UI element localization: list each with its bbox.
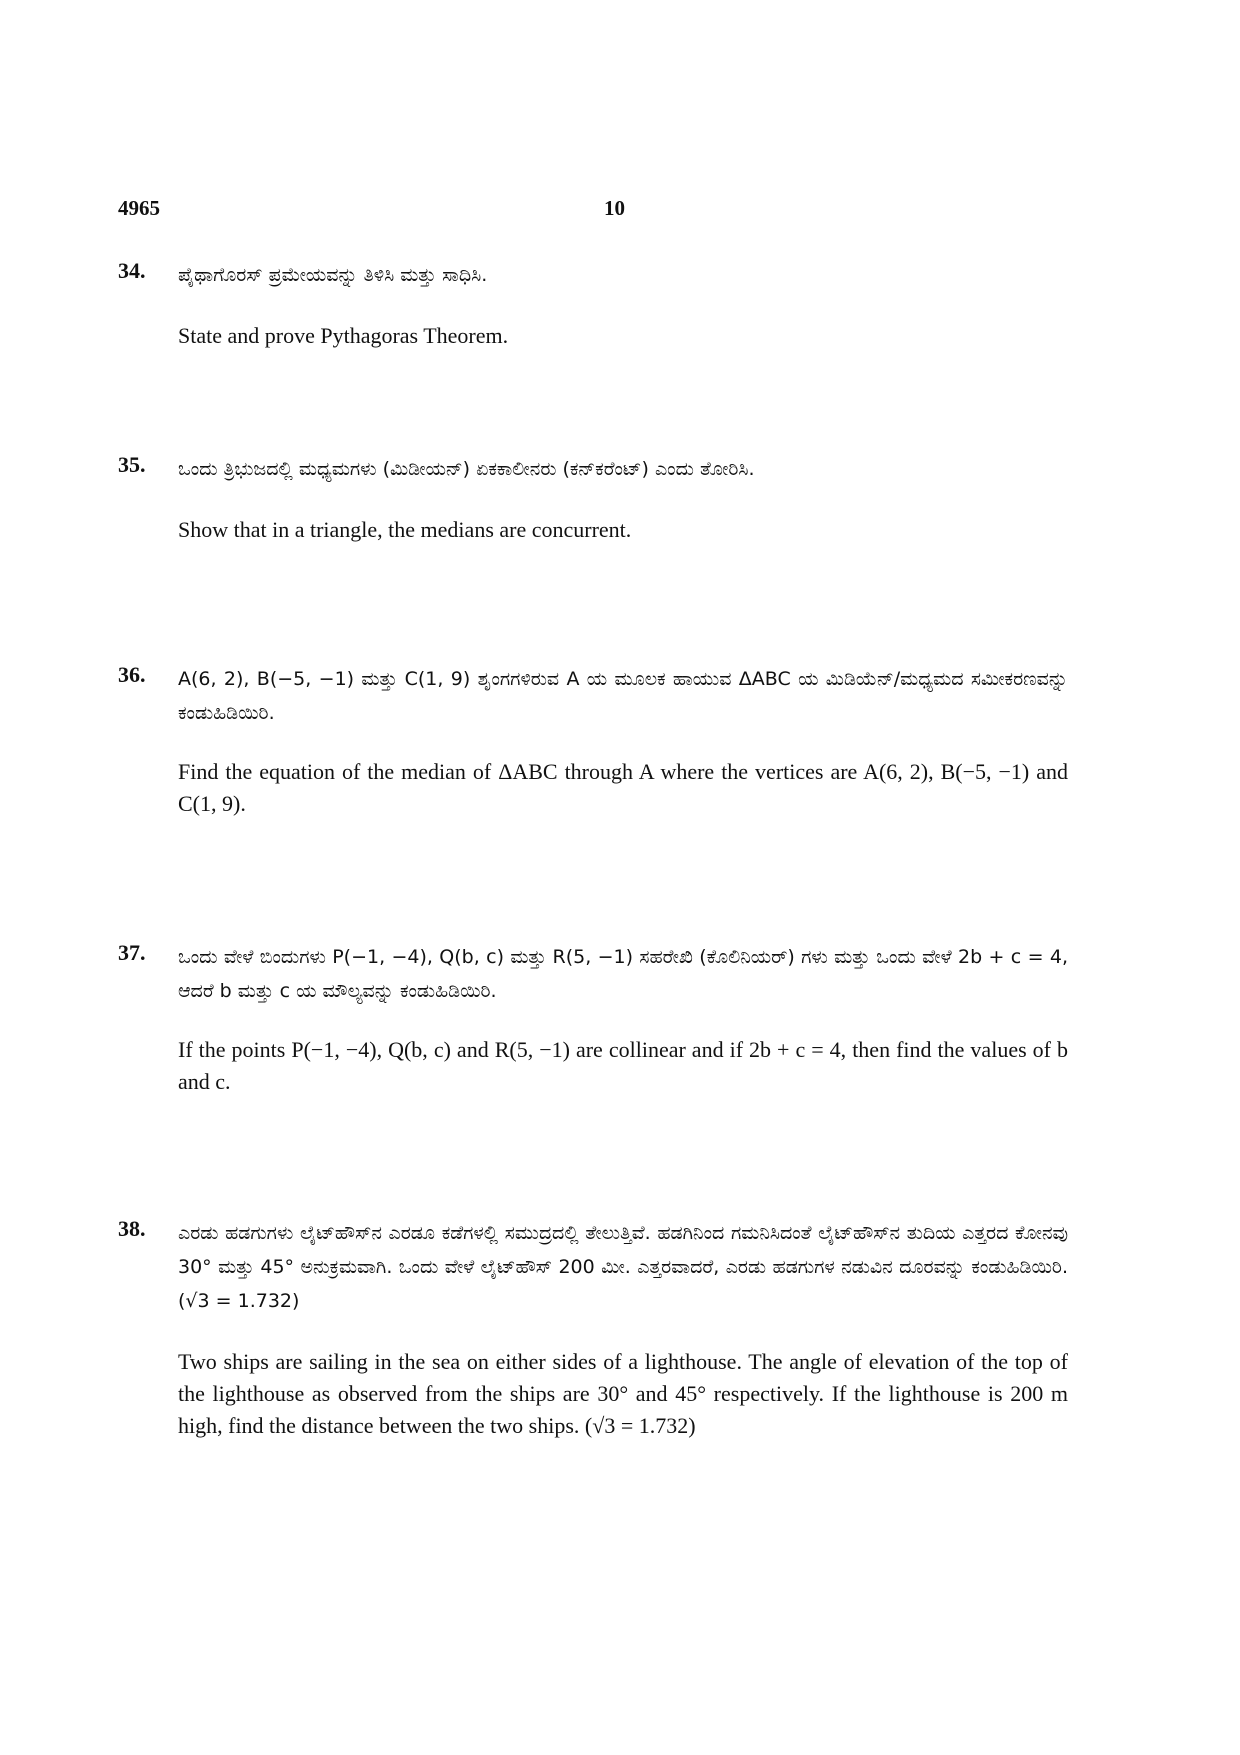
question-body [178, 1216, 1068, 1442]
page-number: 10 [604, 196, 625, 220]
question-text-english: Find the equation of the median of ΔABC through A where the vertices are A(6, 2), B(−5, −1) and C(1, 9). [178, 759, 1068, 816]
question-number: 36. [118, 662, 146, 687]
question-number: 37. [118, 940, 146, 965]
question-body [178, 662, 1068, 820]
question-text-kannada: A(6, 2), B(−5, −1) ಮತ್ತು C(1, 9) ಶೃಂಗಗಳಿರುವ A ಯ ಮೂಲಕ ಹಾಯುವ ΔABC ಯ ಮಿಡಿಯೆನ್/ಮಧ್ಯಮದ ಸಮೀಕರಣವನ್ನು ಕಂಡುಹಿಡಿಯಿರಿ. [178, 668, 1068, 724]
question-text-english: State and prove Pythagoras Theorem. [178, 323, 509, 348]
question-number: 35. [118, 452, 146, 477]
question-text-english: Show that in a triangle, the medians are concurrent. [178, 517, 632, 542]
question-body [178, 940, 1068, 1098]
question-text-kannada: ಪೈಥಾಗೊರಸ್ ಪ್ರಮೇಯವನ್ನು ತಿಳಿಸಿ ಮತ್ತು ಸಾಧಿಸಿ. [178, 264, 488, 286]
question-text-english: If the points P(−1, −4), Q(b, c) and R(5, −1) are collinear and if 2b + c = 4, then find the values of b and c. [178, 1037, 1068, 1094]
question-number: 34. [118, 258, 146, 283]
question-body [178, 258, 1068, 352]
page-code: 4965 [118, 196, 160, 220]
question-number: 38. [118, 1216, 146, 1241]
question-text-english: Two ships are sailing in the sea on either sides of a lighthouse. The angle of elevation of the top of the lighthouse as observed from the ships are 30° and 45° respectively. If the lighthouse is 200 m high, find the distance between the two ships. (√3 = 1.732) [178, 1349, 1068, 1438]
question-text-kannada: ಒಂದು ವೇಳೆ ಬಿಂದುಗಳು P(−1, −4), Q(b, c) ಮತ್ತು R(5, −1) ಸಹರೇಖಿ (ಕೊಲಿನಿಯರ್) ಗಳು ಮತ್ತು ಒಂದು ವೇಳೆ 2b + c = 4, ಆದರೆ b ಮತ್ತು c ಯ ಮೌಲ್ಯವನ್ನು ಕಂಡುಹಿಡಿಯಿರಿ. [178, 946, 1068, 1002]
question-text-kannada: ಎರಡು ಹಡಗುಗಳು ಲೈಟ್‌ಹೌಸ್‌ನ ಎರಡೂ ಕಡೆಗಳಲ್ಲಿ ಸಮುದ್ರದಲ್ಲಿ ತೇಲುತ್ತಿವೆ. ಹಡಗಿನಿಂದ ಗಮನಿಸಿದಂತೆ ಲೈಟ್‌ಹೌಸ್‌ನ ತುದಿಯ ಎತ್ತರದ ಕೋನವು 30° ಮತ್ತು 45° ಅನುಕ್ರಮವಾಗಿ. ಒಂದು ವೇಳೆ ಲೈಟ್‌ಹೌಸ್ 200 ಮೀ. ಎತ್ತರವಾದರೆ, ಎರಡು ಹಡಗುಗಳ ನಡುವಿನ ದೂರವನ್ನು ಕಂಡುಹಿಡಿಯಿರಿ. (√3 = 1.732) [178, 1222, 1068, 1312]
question-text-kannada: ಒಂದು ತ್ರಿಭುಜದಲ್ಲಿ ಮಧ್ಯಮಗಳು (ಮಿಡೀಯನ್) ಏಕಕಾಲೀನರು (ಕನ್‌ಕರೆಂಟ್) ಎಂದು ತೋರಿಸಿ. [178, 458, 755, 480]
question-body [178, 452, 1068, 546]
